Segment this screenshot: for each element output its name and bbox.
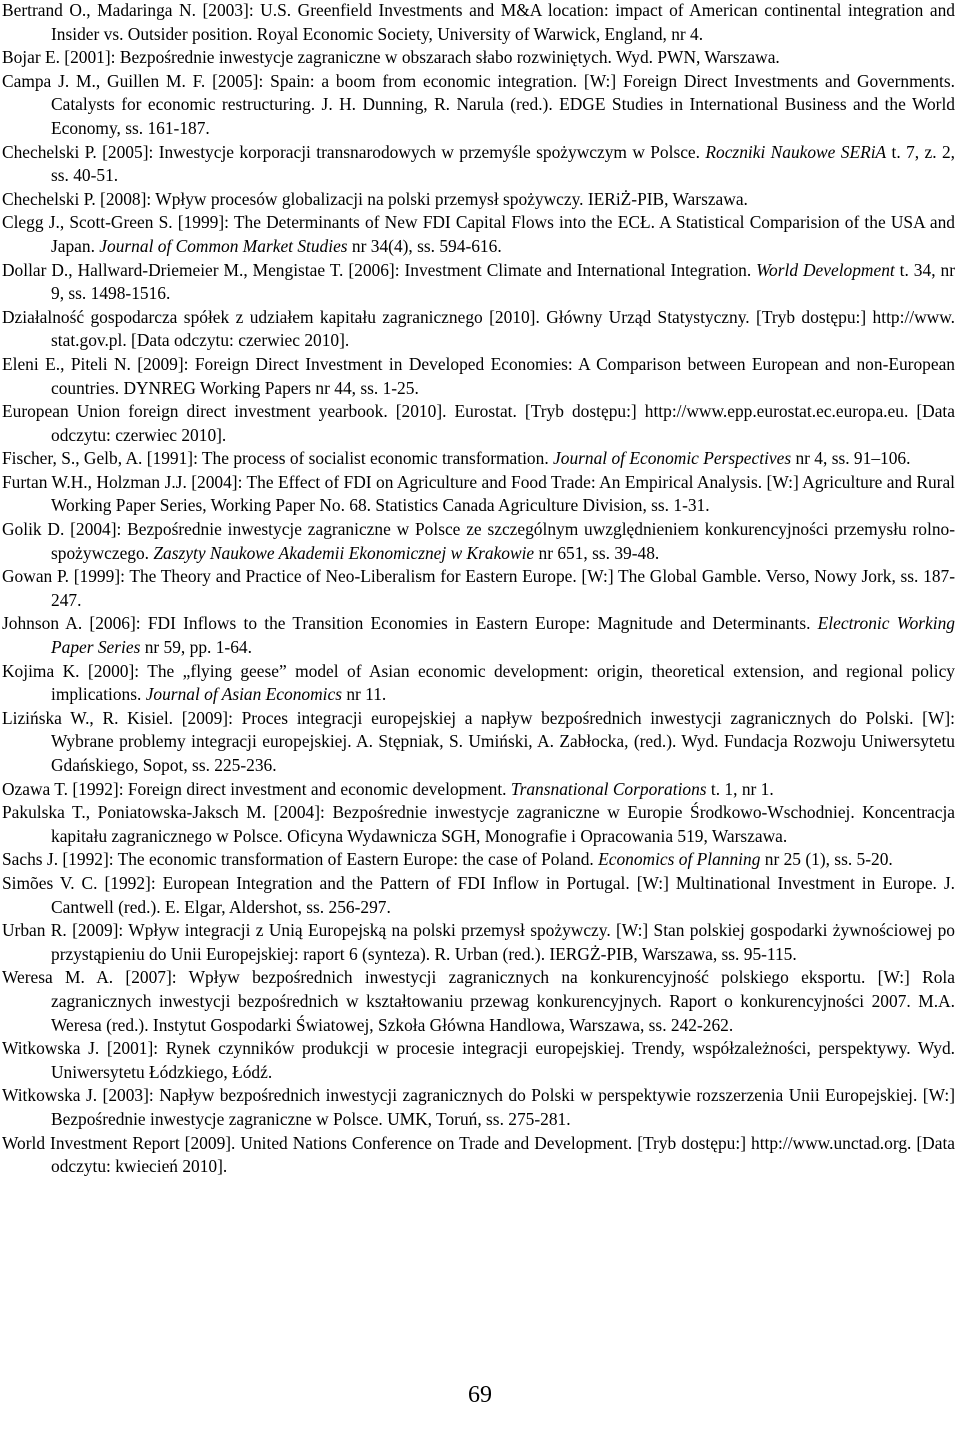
reference-text: Johnson A. [2006]: FDI Inflows to the Transition Economies in Eastern Europe: Magnitude and Determinants. — [2, 613, 818, 634]
reference-entry — [2, 518, 955, 565]
reference-text: European Union foreign direct investment yearbook. [2010]. Eurostat. [Tryb dostępu:] http://www.epp.eurostat.ec.europa.eu. [Data odczytu: czerwiec 2010]. — [2, 401, 955, 445]
reference-text: Kojima K. [2000]: The „flying geese” model of Asian economic development: origin, theoretical extension, and regional policy implications. — [2, 660, 955, 705]
reference-publication-title: Electronic Working Paper Series — [51, 613, 955, 658]
reference-text: Gowan P. [1999]: The Theory and Practice of Neo-Liberalism for Eastern Europe. [W:] The Global Gamble. Verso, Nowy Jork, ss. 187-247. — [2, 566, 955, 610]
reference-entry — [2, 848, 955, 872]
reference-text: Pakulska T., Poniatowska-Jaksch M. [2004]: Bezpośrednie inwestycje zagraniczne w Europie Środkowo-Wschodniej. Koncentracja kapitału zagranicznego w Polsce. Oficyna Wydawnicza SGH, Monografie i Opracowania 519, Warszawa. — [2, 802, 955, 846]
reference-text: Bertrand O., Madaringa N. [2003]: U.S. Greenfield Investments and M&A location: impact of American continental integration and Insider vs. Outsider position. Royal Economic Society, University of Warwick, England, nr 4. — [2, 0, 955, 44]
reference-entry — [2, 919, 955, 966]
reference-text: Simões V. C. [1992]: European Integration and the Pattern of FDI Inflow in Portugal. [W:] Multinational Investment in Europe. J. Cantwell (red.). E. Elgar, Aldershot, ss. 256-297. — [2, 872, 955, 917]
reference-entry — [2, 353, 955, 400]
reference-entry — [2, 966, 955, 1037]
reference-entry — [2, 141, 955, 188]
reference-details: t. 34, nr 9, ss. 1498-1516. — [51, 259, 955, 304]
reference-entry — [2, 1084, 955, 1131]
reference-publication-title: Roczniki Naukowe SERiA — [705, 141, 887, 162]
reference-text: Weresa M. A. [2007]: Wpływ bezpośrednich inwestycji zagranicznych na konkurencyjność polskiego eksportu. [W:] Rola zagranicznych inwestycji bezpośrednich w kształtowaniu przewag konkurencyjnych. Raport o konkurencyjności 2007. M.A. Weresa (red.). Instytut Gospodarki Światowej, Szkoła Główna Handlowa, Warszawa, ss. 242-262. — [2, 967, 955, 1035]
reference-text: Lizińska W., R. Kisiel. [2009]: Proces integracji europejskiej a napływ bezpośrednich inwestycji zagranicznych do Polski. [W]: Wybrane problemy integracji europejskiej. A. Stępniak, S. Umiński, A. Zabłocka, (red.). Wyd. Fundacja Rozwoju Uniwersytetu Gdańskiego, Sopot, ss. 225-236. — [2, 707, 955, 775]
reference-text: Działalność gospodarcza spółek z udziałem kapitału zagranicznego [2010]. Główny Urząd Statystyczny. [Tryb dostępu:] http://www. stat.gov.pl. [Data odczytu: czerwiec 2010]. — [2, 306, 955, 351]
reference-text: World Investment Report [2009]. United Nations Conference on Trade and Development. [Tryb dostępu:] http://www.unctad.org. [Data odczytu: kwiecień 2010]. — [2, 1132, 955, 1177]
reference-entry — [2, 801, 955, 848]
reference-details: nr 34(4), ss. 594-616. — [347, 235, 502, 256]
reference-text: Bojar E. [2001]: Bezpośrednie inwestycje zagraniczne w obszarach słabo rozwiniętych. Wyd. PWN, Warszawa. — [2, 47, 780, 68]
reference-details: nr 25 (1), ss. 5-20. — [760, 849, 893, 870]
reference-details: nr 11. — [341, 684, 387, 705]
reference-publication-title: World Development — [756, 259, 895, 280]
reference-entry — [2, 707, 955, 778]
reference-text: Chechelski P. [2005]: Inwestycje korporacji transnarodowych w przemyśle spożywczym w Polsce. — [2, 141, 706, 162]
reference-entry — [2, 400, 955, 447]
reference-publication-title: Zaszyty Naukowe Akademii Ekonomicznej w Krakowie — [153, 542, 535, 563]
reference-text: Golik D. [2004]: Bezpośrednie inwestycje zagraniczne w Polsce ze szczególnym uwzględnieniem konkurencyjności przemysłu rolno-spożywczego. — [2, 519, 955, 563]
reference-text: Urban R. [2009]: Wpływ integracji z Unią Europejską na polski przemysł spożywczy. [W:] Stan polskiej gospodarki żywnościowej po przystąpieniu do Unii Europejskiej: raport 6 (synteza). R. Urban (red.). IERGŻ-PIB, Warszawa, ss. 95-115. — [2, 920, 955, 964]
reference-entry — [2, 612, 955, 659]
reference-entry — [2, 188, 955, 212]
reference-publication-title: Transnational Corporations — [510, 778, 707, 799]
reference-text: Eleni E., Piteli N. [2009]: Foreign Direct Investment in Developed Economies: A Comparison between European and non-European countries. DYNREG Working Papers nr 44, ss. 1-25. — [2, 353, 955, 398]
reference-text: Campa J. M., Guillen M. F. [2005]: Spain: a boom from economic integration. [W:] Foreign Direct Investments and Governments. Catalysts for economic restructuring. J. H. Dunning, R. Narula (red.). EDGE Studies in International Business and the World Economy, ss. 161-187. — [2, 70, 955, 138]
reference-publication-title: Journal of Common Market Studies — [99, 235, 348, 256]
reference-entry — [2, 70, 955, 141]
reference-entry — [2, 46, 955, 70]
reference-details: nr 59, pp. 1-64. — [140, 637, 252, 658]
reference-entry — [2, 471, 955, 518]
reference-entry — [2, 565, 955, 612]
reference-entry — [2, 1037, 955, 1084]
reference-details: t. 1, nr 1. — [706, 778, 774, 799]
reference-text: Witkowska J. [2003]: Napływ bezpośrednich inwestycji zagranicznych do Polski w perspektywie rozszerzenia Unii Europejskiej. [W:] Bezpośrednie inwestycje zagraniczne w Polsce. UMK, Toruń, ss. 275-281. — [2, 1085, 955, 1129]
reference-entry — [2, 306, 955, 353]
reference-entry — [2, 660, 955, 707]
reference-entry — [2, 259, 955, 306]
page-number: 69 — [468, 1382, 492, 1408]
reference-text: Chechelski P. [2008]: Wpływ procesów globalizacji na polski przemysł spożywczy. IERiŻ-PIB, Warszawa. — [2, 188, 748, 209]
reference-details: nr 4, ss. 91–106. — [791, 448, 911, 469]
reference-entry — [2, 872, 955, 919]
reference-entry — [2, 778, 955, 802]
reference-text: Sachs J. [1992]: The economic transformation of Eastern Europe: the case of Poland. — [2, 849, 599, 870]
reference-details: nr 651, ss. 39-48. — [534, 542, 660, 563]
reference-text: Furtan W.H., Holzman J.J. [2004]: The Effect of FDI on Agriculture and Food Trade: An Empirical Analysis. [W:] Agriculture and Rural Working Paper Series, Working Paper No. 68. Statistics Canada Agriculture Division, ss. 1-31. — [2, 471, 955, 516]
reference-publication-title: Economics of Planning — [598, 849, 761, 870]
reference-text: Ozawa T. [1992]: Foreign direct investment and economic development. — [2, 778, 511, 799]
reference-list — [2, 0, 955, 1179]
reference-text: Dollar D., Hallward-Driemeier M., Mengistae T. [2006]: Investment Climate and International Integration. — [2, 259, 757, 280]
reference-entry — [2, 0, 955, 46]
reference-text: Witkowska J. [2001]: Rynek czynników produkcji w procesie integracji europejskiej. Trendy, współzależności, perspektywy. Wyd. Uniwersytetu Łódzkiego, Łódź. — [2, 1038, 955, 1082]
reference-text: Fischer, S., Gelb, A. [1991]: The process of socialist economic transformation. — [2, 448, 554, 469]
reference-publication-title: Journal of Economic Perspectives — [553, 448, 792, 469]
reference-publication-title: Journal of Asian Economics — [145, 684, 342, 705]
reference-entry — [2, 447, 955, 471]
reference-entry — [2, 211, 955, 258]
reference-text: Clegg J., Scott-Green S. [1999]: The Determinants of New FDI Capital Flows into the ECŁ. A Statistical Comparision of the USA and Japan. — [2, 212, 955, 256]
reference-entry — [2, 1132, 955, 1179]
reference-details: t. 7, z. 2, ss. 40-51. — [51, 141, 955, 186]
